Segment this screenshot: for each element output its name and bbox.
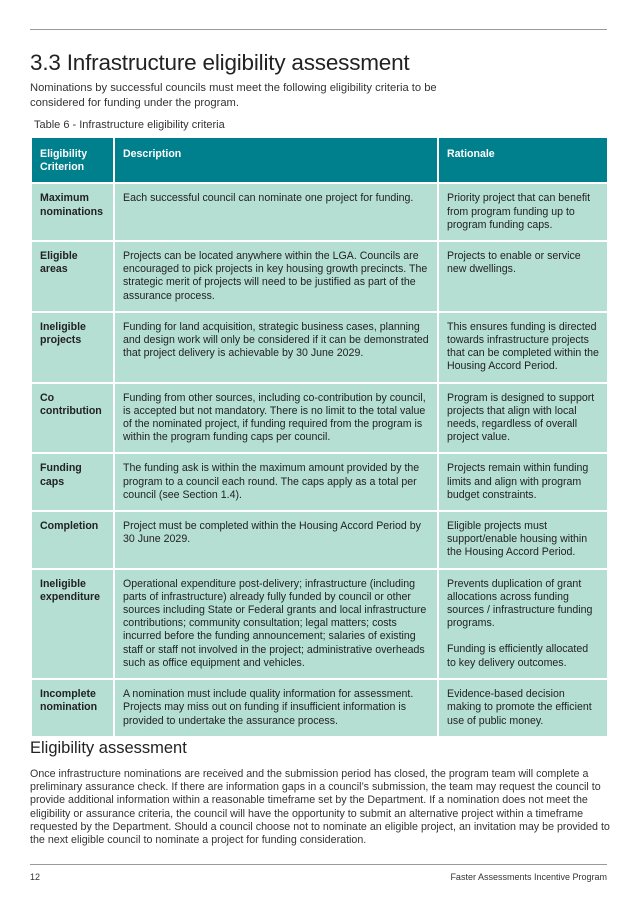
- footer-document-title: Faster Assessments Incentive Program: [450, 872, 607, 882]
- rationale-cell: [438, 569, 608, 679]
- intro-paragraph: Nominations by successful councils must meet the following eligibility criteria to be considered for funding under the program.: [30, 82, 437, 109]
- column-header-rationale: Rationale: [438, 137, 608, 183]
- criterion-cell: Incomplete nomination: [31, 679, 114, 737]
- paragraph-gap: [447, 630, 599, 643]
- table-row: [31, 183, 608, 241]
- rationale-paragraph: Prevents duplication of grant allocations across funding sources / infrastructure funding programs.: [447, 577, 593, 630]
- criterion-cell: Funding caps: [31, 453, 114, 511]
- description-cell: Funding for land acquisition, strategic business cases, planning and design work will only be considered if it can be demonstrated that project delivery is achievable by 30 June 2029.: [114, 312, 438, 383]
- rationale-paragraph: This ensures funding is directed towards infrastructure projects that can be completed within the Housing Accord Period.: [447, 320, 599, 373]
- page-title: 3.3 Infrastructure eligibility assessment: [30, 50, 410, 75]
- description-cell: The funding ask is within the maximum amount provided by the program to a council each round. The caps apply as a total per council (see Section 1.4).: [114, 453, 438, 511]
- footer-divider: [30, 864, 607, 865]
- section-heading-eligibility-assessment: Eligibility assessment: [30, 739, 187, 757]
- description-cell: Each successful council can nominate one project for funding.: [114, 183, 438, 241]
- criterion-cell: Eligible areas: [31, 241, 114, 312]
- description-cell: Funding from other sources, including co-contribution by council, is accepted but not mandatory. There is no limit to the total value of the nominated project, if funding required from the program is within the program funding caps per council.: [114, 383, 438, 454]
- rationale-paragraph: Funding is efficiently allocated to key delivery outcomes.: [447, 643, 589, 669]
- table-header-row: [31, 137, 608, 183]
- rationale-paragraph: Evidence-based decision making to promote the efficient use of public money.: [447, 688, 592, 727]
- criterion-cell: Ineligible projects: [31, 312, 114, 383]
- description-cell: Projects can be located anywhere within the LGA. Councils are encouraged to pick projects in key housing growth precincts. The strategic merit of projects will need to be justified as part of the assurance process.: [114, 241, 438, 312]
- rationale-paragraph: Program is designed to support projects that align with local needs, regardless of overall project value.: [447, 391, 595, 444]
- rationale-cell: [438, 241, 608, 312]
- criterion-cell: Ineligible expenditure: [31, 569, 114, 679]
- rationale-cell: [438, 312, 608, 383]
- rationale-paragraph: Projects remain within funding limits and align with program budget constraints.: [447, 462, 589, 501]
- table-row: [31, 679, 608, 737]
- table-caption: Table 6 - Infrastructure eligibility criteria: [34, 119, 225, 131]
- description-cell: A nomination must include quality information for assessment. Projects may miss out on funding if insufficient information is provided to undertake the assurance process.: [114, 679, 438, 737]
- top-divider: [30, 29, 607, 30]
- rationale-paragraph: Projects to enable or service new dwellings.: [447, 250, 581, 276]
- rationale-cell: [438, 679, 608, 737]
- table-row: [31, 312, 608, 383]
- description-cell: Operational expenditure post-delivery; infrastructure (including parts of infrastructure) already fully funded by council or other sources including State or Federal grants and local infrastructure contributions; community consultation; legal matters; costs incurred before the funding announcement; salaries of existing staff or staff not involved in the project; administrative overheads such as office equipment and vehicles.: [114, 569, 438, 679]
- rationale-cell: [438, 453, 608, 511]
- table-row: [31, 453, 608, 511]
- criterion-cell: Completion: [31, 511, 114, 569]
- table-row: [31, 383, 608, 454]
- eligibility-assessment-paragraph: Once infrastructure nominations are received and the submission period has closed, the program team will complete a preliminary assurance check. If there are information gaps in a council’s submission, the team may request the council to provide additional information within a reasonable timeframe set by the Department. If a nomination does not meet the eligibility or assurance criteria, the council will have the opportunity to submit an alternative project within a timeframe requested by the Department. Should a council choose not to nominate an eligible project, an invitation may be provided to the next eligible council to nominate a project for funding consideration.: [30, 768, 610, 847]
- column-header-criterion: Eligibility Criterion: [31, 137, 114, 183]
- rationale-paragraph: Eligible projects must support/enable housing within the Housing Accord Period.: [447, 520, 588, 559]
- table-row: [31, 241, 608, 312]
- criterion-cell: Maximum nominations: [31, 183, 114, 241]
- table-row: [31, 569, 608, 679]
- column-header-description: Description: [114, 137, 438, 183]
- rationale-paragraph: Priority project that can benefit from program funding up to program funding caps.: [447, 192, 591, 231]
- page-number: 12: [30, 872, 41, 882]
- description-cell: Project must be completed within the Housing Accord Period by 30 June 2029.: [114, 511, 438, 569]
- table-body: [31, 183, 608, 736]
- criterion-cell: Co contribution: [31, 383, 114, 454]
- table-row: [31, 511, 608, 569]
- rationale-cell: [438, 183, 608, 241]
- rationale-cell: [438, 511, 608, 569]
- eligibility-criteria-table: [30, 136, 609, 738]
- rationale-cell: [438, 383, 608, 454]
